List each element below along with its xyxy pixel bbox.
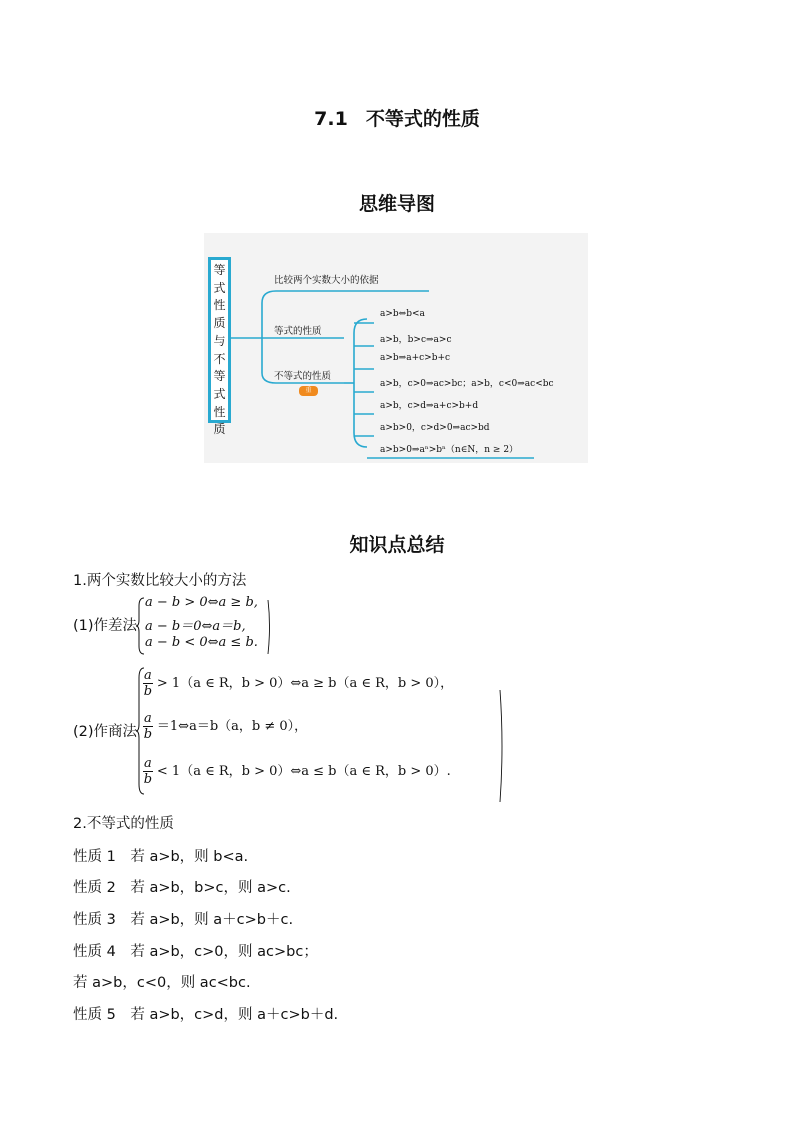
right-bar — [497, 688, 507, 804]
mind-map-item: a>b，c>d⇒a+c>b+d — [380, 401, 479, 411]
mind-map-root-box — [208, 257, 231, 437]
mind-map-item: a>b，c>0⇒ac>bc；a>b，c<0⇒ac<bc — [380, 379, 554, 389]
mind-map-branch-equality: 等式的性质 — [274, 326, 322, 337]
quotient-row-3: $\frac{a}{b}$ < 1（a ∈ R，b > 0）⇔a ≤ b（a ∈ R，b > 0）. — [143, 756, 451, 787]
section-1-heading: 1.两个实数比较大小的方法 — [73, 573, 247, 589]
quotient-row-1: $\frac{a}{b}$ > 1（a ∈ R，b > 0）⇔a ≥ b（a ∈ R，b > 0）， — [143, 668, 454, 699]
difference-row: a − b < 0⇔a ≤ b. — [145, 635, 258, 650]
property-line: 性质 4 若 a>b，c>0，则 ac>bc； — [73, 944, 318, 960]
section-number: 7.1 — [314, 108, 348, 130]
property-line: 性质 3 若 a>b，则 a＋c>b＋c. — [73, 912, 294, 928]
property-line: 若 a>b，c<0，则 ac<bc. — [73, 975, 251, 991]
mind-map-branch-compare: 比较两个实数大小的依据 — [274, 275, 379, 286]
mind-map — [204, 233, 588, 463]
page-title — [0, 104, 794, 131]
property-line: 性质 1 若 a>b，则 b<a. — [73, 849, 249, 865]
section-2-heading: 2.不等式的性质 — [73, 816, 174, 832]
section-title: 不等式的性质 — [365, 108, 480, 130]
difference-row: a − b＝0⇔a＝b, — [145, 619, 246, 634]
mind-map-item: a>b>0⇒aⁿ>bⁿ（n∈N，n ≥ 2） — [380, 445, 519, 455]
mind-map-item: a>b⇒a+c>b+c — [380, 353, 451, 363]
key-point-badge: 重 — [299, 386, 318, 396]
right-bar — [266, 598, 274, 656]
mind-map-item: a>b⇔b<a — [380, 309, 425, 319]
mind-map-branch-inequality: 不等式的性质 — [274, 371, 332, 382]
quotient-row-2: $\frac{a}{b}$ ＝1⇔a＝b（a，b ≠ 0）， — [143, 711, 308, 742]
difference-row: a − b > 0⇔a ≥ b, — [145, 595, 258, 610]
difference-method-label: (1)作差法 — [73, 618, 138, 634]
property-line: 性质 5 若 a>b，c>d，则 a＋c>b＋d. — [73, 1007, 339, 1023]
mind-map-root-label: 等式性质与不等式性质 — [213, 263, 226, 437]
mind-map-item: a>b>0，c>d>0⇒ac>bd — [380, 423, 490, 433]
quotient-method-label: (2)作商法 — [73, 724, 138, 740]
mind-map-item: a>b，b>c⇒a>c — [380, 335, 452, 345]
mindmap-heading: 思维导图 — [358, 193, 435, 215]
property-line: 性质 2 若 a>b，b>c，则 a>c. — [73, 880, 291, 896]
summary-heading: 知识点总结 — [349, 534, 445, 556]
